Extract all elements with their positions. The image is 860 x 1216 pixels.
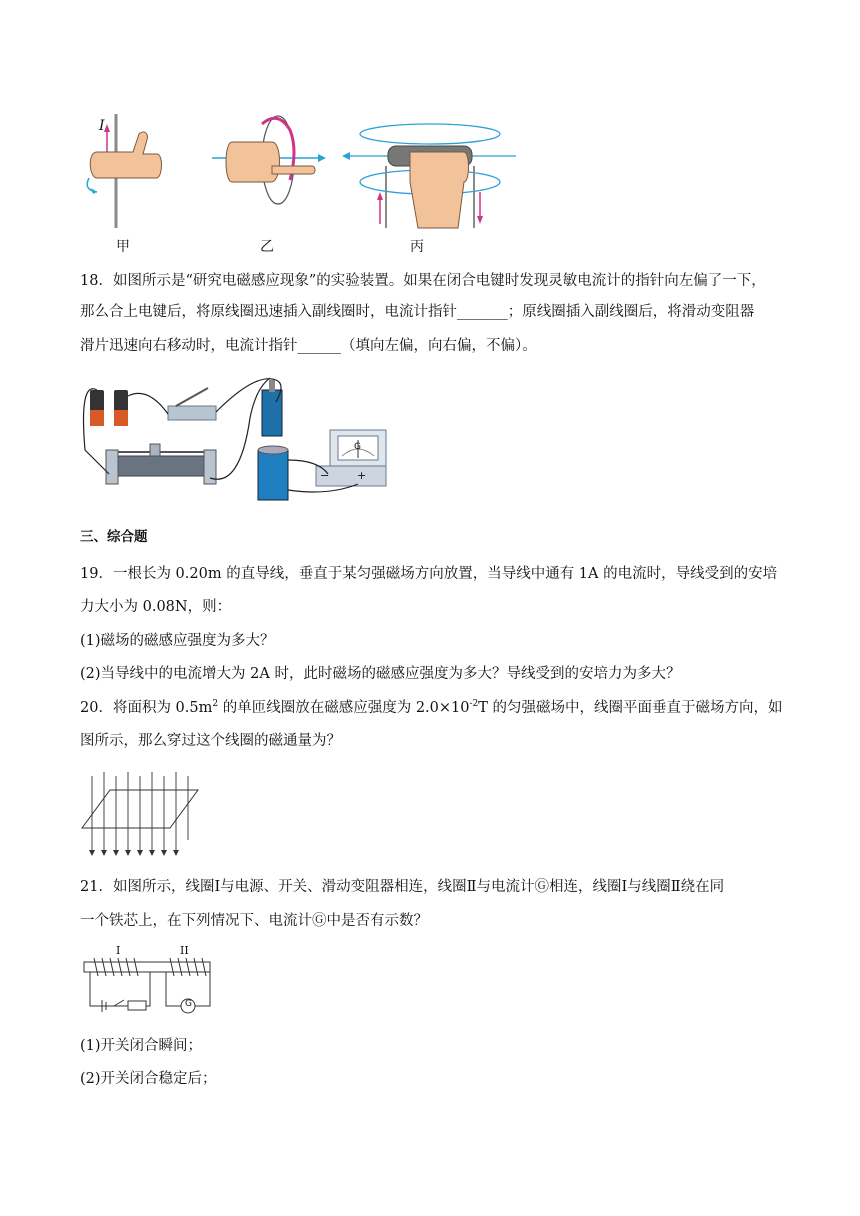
q19-line-2: 力大小为 0.08N，则：: [80, 599, 232, 615]
q18-line-1: 18．如图所示是“研究电磁感应现象”的实验装置。如果在闭合电键时发现灵敏电流计的指针向左偏了一下，: [80, 273, 766, 289]
q21-line-1: 21．如图所示，线圈Ⅰ与电源、开关、滑动变阻器相连，线圈Ⅱ与电流计Ⓖ相连，线圈Ⅰ与线圈Ⅱ绕在同: [80, 879, 725, 895]
q21-line-2: 一个铁芯上，在下列情况下、电流计Ⓖ中是否有示数？: [80, 913, 428, 929]
caption-bing: 丙: [410, 239, 424, 255]
coil-II-label: II: [180, 944, 189, 957]
induction-apparatus-figure: [76, 360, 396, 510]
current-label-I: I: [99, 118, 105, 134]
q20-text-a: 20．将面积为 0.5m: [80, 700, 213, 716]
q21-sub-1: (1)开关闭合瞬间；: [80, 1038, 203, 1054]
caption-jia: 甲: [116, 239, 130, 255]
q18-line-3: 滑片迅速向右移动时，电流计指针______（填向左偏，向右偏，不偏）。: [80, 338, 537, 354]
coil-I-label: I: [116, 944, 121, 957]
q19-sub-2: (2)当导线中的电流增大为 2A 时，此时磁场的磁感应强度为多大？导线受到的安培力为多大？: [80, 666, 681, 682]
q18-line-2: 那么合上电键后，将原线圈迅速插入副线圈时，电流计指针_______；原线圈插入副线圈后，将滑动变阻器: [80, 304, 755, 320]
q20-line-1: [80, 698, 790, 718]
section-title: 三、综合题: [80, 529, 148, 545]
q20-text-b: 的单匝线圈放在磁感应强度为 2.0×10: [218, 700, 470, 716]
meter-minus: −: [320, 469, 330, 482]
dual-coil-circuit-figure: [80, 944, 220, 1014]
hand-bing-figure: [340, 112, 520, 232]
q20-sup-1: 2: [212, 699, 219, 710]
q19-sub-1: (1)磁场的磁感应强度为多大？: [80, 633, 275, 649]
circuit-meter-G: G: [185, 999, 192, 1009]
q20-text-c: T 的匀强磁场中，线圈平面垂直于磁场方向，如: [478, 700, 783, 716]
q20-line-2: 图所示，那么穿过这个线圈的磁通量为？: [80, 733, 341, 749]
meter-plus: +: [357, 469, 367, 482]
caption-yi: 乙: [260, 239, 274, 255]
q21-sub-2: (2)开关闭合稳定后；: [80, 1071, 217, 1087]
hand-yi-figure: [210, 112, 330, 212]
flux-coil-figure: [80, 770, 210, 860]
hand-jia-figure: [85, 112, 165, 232]
meter-letter-G: G: [354, 442, 361, 452]
q19-line-1: 19．一根长为 0.20m 的直导线，垂直于某匀强磁场方向放置，当导线中通有 1A 的电流时，导线受到的安培: [80, 566, 778, 582]
q20-sup-2: -2: [469, 699, 479, 710]
